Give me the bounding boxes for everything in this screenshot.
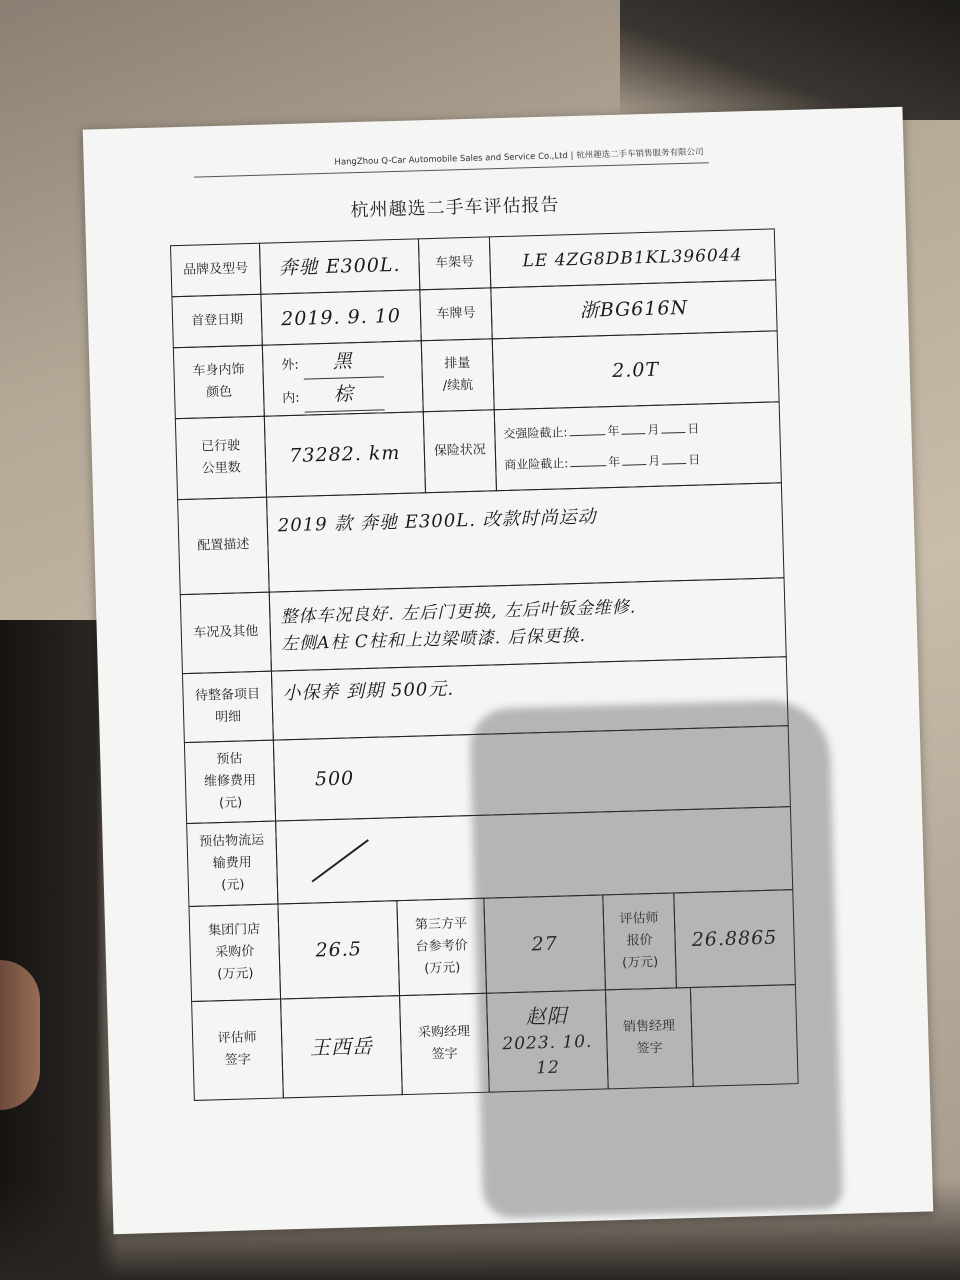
insurance-dates bbox=[494, 401, 782, 491]
color-label bbox=[173, 345, 265, 419]
exterior-row bbox=[281, 344, 383, 380]
appraiser-price-label-line3: (万元) bbox=[621, 954, 659, 971]
purchase-manager-label-line1: 采购经理 bbox=[417, 1024, 471, 1041]
purchase-manager-label-line2: 签字 bbox=[431, 1046, 458, 1063]
exterior-label: 外: bbox=[281, 357, 299, 373]
repair-items-label-line1: 待整备项目 bbox=[194, 686, 261, 704]
commercial-insurance-row bbox=[504, 445, 701, 482]
evaluation-report-sheet bbox=[83, 107, 934, 1234]
repair-cost-label bbox=[184, 740, 276, 824]
plate-label: 车牌号 bbox=[419, 287, 492, 341]
day-unit: 日 bbox=[687, 421, 700, 436]
group-price-label bbox=[188, 904, 281, 1002]
year-unit: 年 bbox=[607, 423, 620, 438]
color-label-line2: 颜色 bbox=[205, 384, 233, 401]
brand-label: 品牌及型号 bbox=[170, 243, 261, 297]
company-header: HangZhou Q-Car Automobile Sales and Service Co.,Ltd | 杭州趣选二手车销售服务有限公司 bbox=[334, 147, 704, 168]
repair-cost-label-line3: (元) bbox=[218, 795, 243, 812]
group-price-label-line3: (万元) bbox=[217, 966, 254, 983]
condition-line-2: 左侧A柱 C柱和上边梁喷漆. 后保更换. bbox=[280, 625, 587, 655]
displacement-value: 2.0T bbox=[492, 330, 780, 410]
logistics-cost-label-line1: 预估物流运 bbox=[198, 832, 265, 850]
vin-label: 车架号 bbox=[418, 236, 491, 290]
repair-items-value: 小保养 到期 500元. bbox=[271, 656, 789, 740]
config-value: 2019 款 奔驰 E300L. 改款时尚运动 bbox=[266, 482, 784, 592]
repair-cost-value: 500 bbox=[273, 725, 791, 821]
group-price-label-line2: 采购价 bbox=[215, 944, 255, 961]
sales-manager-label-line1: 销售经理 bbox=[622, 1018, 676, 1035]
repair-cost-label-line1: 预估 bbox=[216, 751, 243, 768]
appraiser-signature-label-line1: 评估师 bbox=[217, 1030, 257, 1047]
group-price-label-line1: 集团门店 bbox=[207, 921, 261, 939]
displacement-label bbox=[421, 338, 495, 412]
hand-shadow bbox=[469, 699, 843, 1219]
year-unit: 年 bbox=[608, 454, 621, 470]
purchase-manager-date: 2023. 10. 12 bbox=[502, 1031, 593, 1079]
vin-value: LE 4ZG8DB1KL396044 bbox=[489, 228, 776, 288]
third-party-price-label-line3: (万元) bbox=[424, 960, 461, 977]
empty-slash-mark bbox=[312, 839, 369, 882]
desk-dark-region-top bbox=[620, 0, 960, 120]
third-party-price-label-line1: 第三方平 bbox=[414, 916, 468, 933]
interior-row bbox=[282, 377, 384, 413]
brand-value: 奔驰 E300L. bbox=[259, 238, 420, 294]
repair-items-label bbox=[182, 671, 274, 743]
mileage-label-line2: 公里数 bbox=[201, 460, 241, 477]
appraiser-price-value: 26.8865 bbox=[673, 889, 796, 988]
appraiser-signature-label bbox=[191, 998, 284, 1100]
third-party-price-label bbox=[396, 898, 487, 996]
day-unit: 日 bbox=[688, 452, 701, 467]
month-unit: 月 bbox=[647, 422, 660, 437]
report-title: 杭州趣选二手车评估报告 bbox=[350, 194, 560, 222]
exterior-value: 黑 bbox=[302, 344, 383, 380]
displacement-label-line1: 排量 bbox=[444, 355, 471, 372]
mileage-label-line1: 已行驶 bbox=[200, 438, 241, 455]
header-rule bbox=[194, 162, 709, 177]
sales-manager-label-line2: 签字 bbox=[636, 1040, 663, 1057]
first-registration-label: 首登日期 bbox=[171, 294, 262, 348]
condition-line-1: 整体车况良好. 左后门更换, 左后叶钣金维修. bbox=[280, 597, 637, 628]
mileage-value: 73282. km bbox=[264, 411, 426, 497]
repair-cost-label-line2: 维修费用 bbox=[203, 773, 257, 790]
plate-value: 浙BG616N bbox=[490, 279, 777, 339]
group-price-value: 26.5 bbox=[277, 900, 400, 999]
config-label: 配置描述 bbox=[177, 497, 270, 595]
interior-value: 棕 bbox=[303, 377, 384, 413]
appraiser-signature-label-line2: 签字 bbox=[224, 1052, 251, 1069]
month-unit: 月 bbox=[648, 453, 661, 468]
purchase-manager-signature-label bbox=[399, 993, 490, 1095]
insurance-label: 保险状况 bbox=[423, 409, 497, 493]
appraiser-signature: 王西岳 bbox=[280, 995, 403, 1098]
logistics-cost-label-line3: (元) bbox=[221, 877, 245, 894]
compulsory-insurance-label: 交强险截止: bbox=[503, 425, 568, 441]
appraiser-price-label-line1: 评估师 bbox=[619, 910, 659, 927]
first-registration-value: 2019. 9. 10 bbox=[260, 289, 421, 345]
logistics-cost-label bbox=[186, 821, 278, 907]
purchase-manager-name: 赵阳 bbox=[525, 1002, 568, 1029]
third-party-price-label-line2: 台参考价 bbox=[415, 938, 468, 955]
appraiser-price-label-line2: 报价 bbox=[626, 933, 653, 949]
interior-label: 内: bbox=[282, 390, 300, 407]
repair-items-label-line2: 明细 bbox=[214, 709, 242, 726]
commercial-insurance-label: 商业险截止: bbox=[504, 456, 569, 473]
displacement-label-line2: /续航 bbox=[442, 377, 474, 394]
logistics-cost-label-line2: 输费用 bbox=[212, 855, 252, 872]
mileage-label bbox=[175, 416, 267, 500]
evaluation-form bbox=[170, 228, 778, 1079]
color-label-line1: 车身内饰 bbox=[192, 362, 245, 379]
third-party-price-value: 27 bbox=[483, 894, 606, 993]
condition-label: 车况及其他 bbox=[180, 592, 272, 674]
finger bbox=[0, 960, 40, 1110]
color-values bbox=[262, 340, 424, 416]
